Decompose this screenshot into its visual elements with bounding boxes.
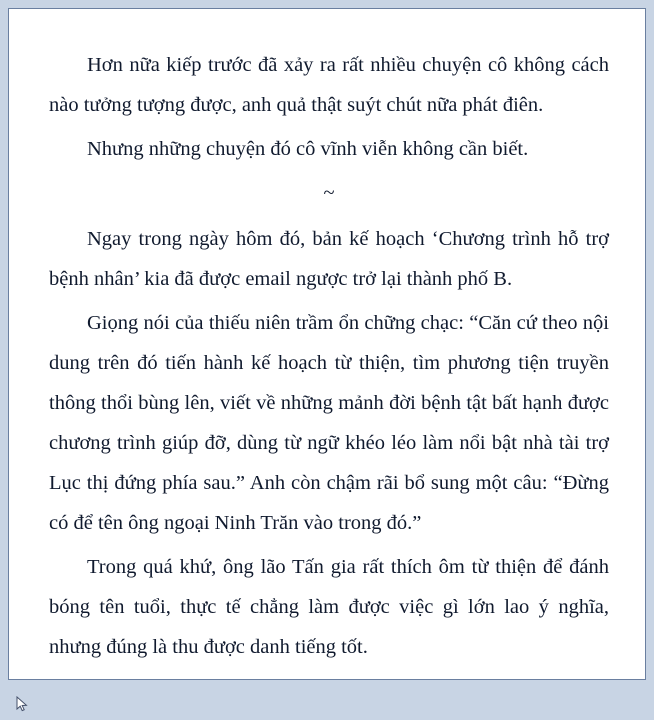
document-page [8, 8, 646, 680]
paragraph: Ngay trong ngày hôm đó, bản kế hoạch ‘Chương trình hỗ trợ bệnh nhân’ kia đã được email ngược trở lại thành phố B. [49, 228, 609, 290]
section-divider: ~ [323, 182, 335, 204]
status-bar [0, 688, 654, 720]
paragraph: Giọng nói của thiếu niên trầm ổn chững chạc: “Căn cứ theo nội dung trên đó tiến hành kế hoạch từ thiện, tìm phương tiện truyền thông thổi bùng lên, viết về những mảnh đời bệnh tật bất hạnh được chương trình giúp đỡ, dùng từ ngữ khéo léo làm nổi bật nhà tài trợ Lục thị đứng phía sau.” Anh còn chậm rãi bổ sung một câu: “Đừng có để tên ông ngoại Ninh Trăn vào trong đó.” [49, 312, 609, 534]
document-content [49, 45, 609, 667]
paragraph: Nhưng những chuyện đó cô vĩnh viễn không cần biết. [87, 138, 529, 160]
paragraph: Trong quá khứ, ông lão Tấn gia rất thích ôm từ thiện để đánh bóng tên tuổi, thực tế chẳng làm được việc gì lớn lao ý nghĩa, nhưng đúng là thu được danh tiếng tốt. [49, 556, 609, 658]
paragraph: Hơn nữa kiếp trước đã xảy ra rất nhiều chuyện cô không cách nào tưởng tượng được, anh quả thật suýt chút nữa phát điên. [49, 54, 609, 116]
mouse-pointer-icon [14, 696, 32, 714]
